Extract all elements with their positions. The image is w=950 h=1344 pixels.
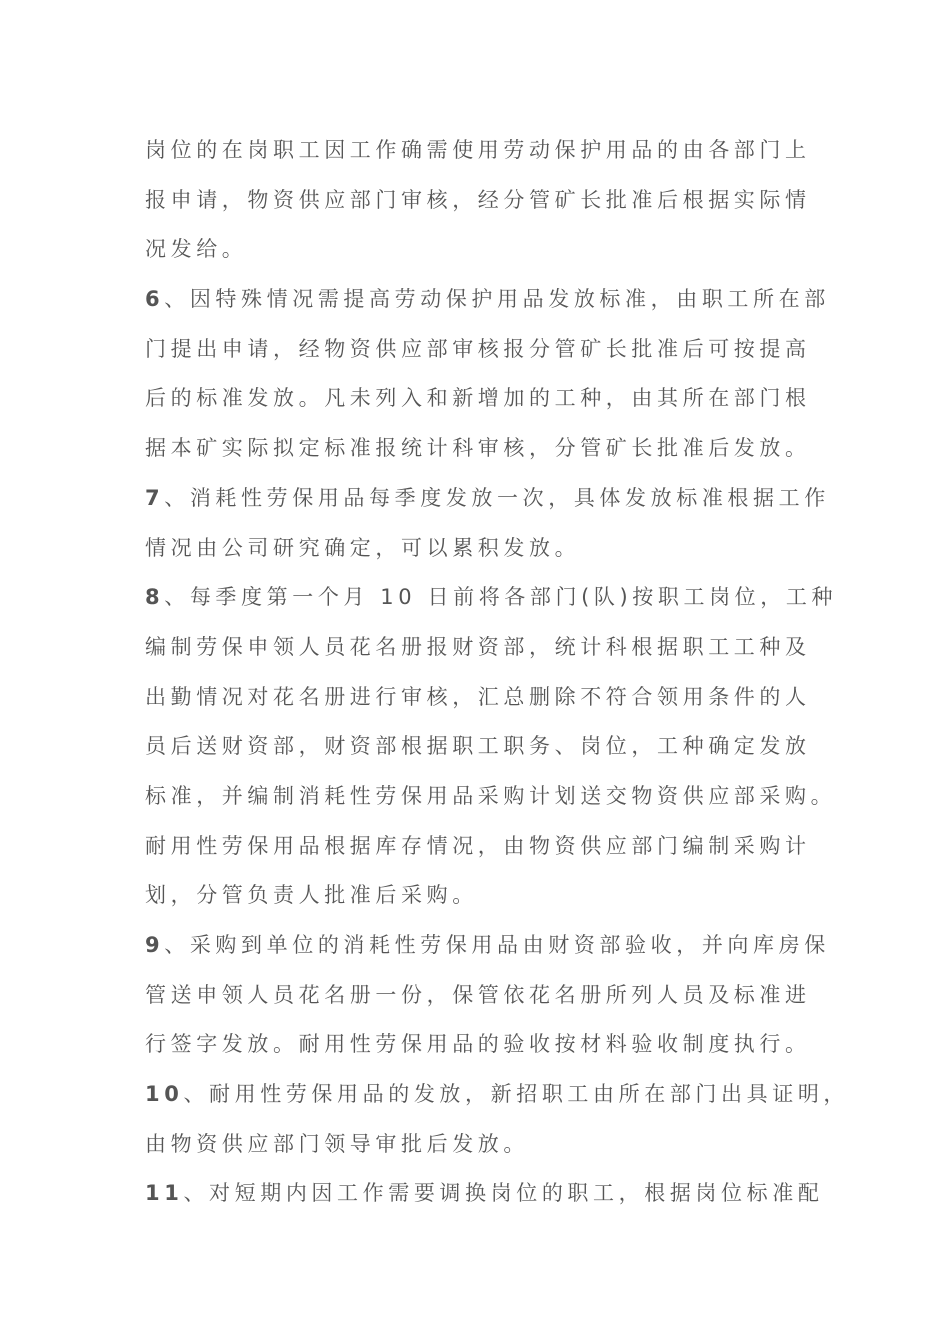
text-line: 据本矿实际拟定标准报统计科审核，分管矿长批准后发放。 (145, 436, 811, 461)
text-line: 划，分管负责人批准后采购。 (145, 883, 478, 908)
text-line (145, 275, 845, 325)
paragraph-continuation (145, 126, 845, 275)
paragraph-item-11 (145, 1169, 845, 1219)
text-line: 出勤情况对花名册进行审核，汇总删除不符合领用条件的人 (145, 684, 811, 709)
text-line: 行签字发放。耐用性劳保用品的验收按材料验收制度执行。 (145, 1032, 811, 1057)
text-line: 岗位的在岗职工因工作确需使用劳动保护用品的由各部门上 (145, 138, 811, 162)
text-line: 门提出申请，经物资供应部审核报分管矿长批准后可按提高 (145, 336, 811, 361)
text-line: 耐用性劳保用品根据库存情况，由物资供应部门编制采购计 (145, 833, 811, 858)
document-page (145, 126, 850, 1219)
line-text: 、因特殊情况需提高劳动保护用品发放标准，由职工所在部 (164, 287, 830, 312)
text-line (145, 1070, 850, 1120)
item-number: 7 (145, 485, 165, 510)
paragraph-item-6 (145, 275, 845, 474)
item-number: 10 (145, 1082, 184, 1107)
text-line (145, 1169, 845, 1219)
text-line: 后的标准发放。凡未列入和新增加的工种，由其所在部门根 (145, 386, 811, 411)
line-text: 、每季度第一个月 10 日前将各部门(队)按职工岗位，工种 (164, 585, 838, 610)
text-line: 况发给。 (145, 237, 248, 262)
line-text: 、采购到单位的消耗性劳保用品由财资部验收，并向库房保 (164, 933, 830, 957)
line-text: 、消耗性劳保用品每季度发放一次，具体发放标准根据工作 (164, 485, 830, 510)
item-number: 8 (145, 585, 165, 610)
line-text: 、对短期内因工作需要调换岗位的职工，根据岗位标准配 (183, 1181, 824, 1206)
paragraph-item-10 (145, 1070, 850, 1169)
text-line: 报申请，物资供应部门审核，经分管矿长批准后根据实际情 (145, 187, 811, 212)
item-number: 6 (145, 287, 165, 312)
text-line (145, 921, 845, 971)
text-line: 员后送财资部，财资部根据职工职务、岗位，工种确定发放 (145, 734, 811, 759)
text-line: 由物资供应部门领导审批后发放。 (145, 1131, 529, 1156)
paragraph-item-8 (145, 573, 845, 921)
paragraph-item-7 (145, 474, 845, 573)
item-number: 9 (145, 933, 165, 957)
text-line: 情况由公司研究确定，可以累积发放。 (145, 535, 581, 560)
text-line (145, 573, 845, 623)
text-line: 编制劳保申领人员花名册报财资部，统计科根据职工工种及 (145, 634, 811, 659)
text-line (145, 474, 845, 524)
text-line: 标准，并编制消耗性劳保用品采购计划送交物资供应部采购。 (145, 783, 837, 808)
line-text: 、耐用性劳保用品的发放，新招职工由所在部门出具证明， (183, 1082, 850, 1107)
text-line: 管送申领人员花名册一份，保管依花名册所列人员及标准进 (145, 982, 811, 1007)
item-number: 11 (145, 1181, 184, 1206)
paragraph-item-9 (145, 921, 845, 1070)
